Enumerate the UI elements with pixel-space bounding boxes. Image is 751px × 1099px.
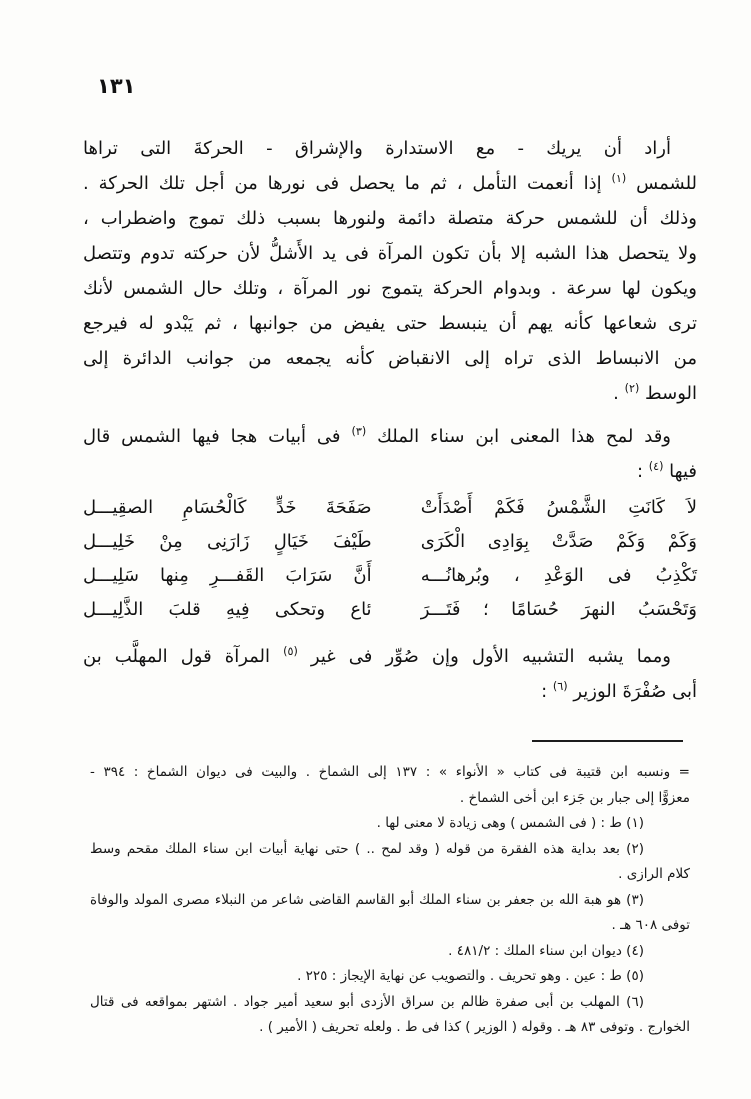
text-line: ويكون لها سرعة . وبدوام الحركة يتموج نور المرآة ، وتلك حال الشمس لأنك <box>83 278 697 299</box>
verse-line <box>83 491 697 525</box>
hemistich-right: تَكْذِبُ فى الوَعْدِ ، وبُرهانُـــه <box>420 565 697 586</box>
text-line: ترى شعاعها كأنه يهم أن ينبسط حتى يفيض من جوانبها ، ثم يَبْدو له فيرجع <box>83 313 697 334</box>
verse-line <box>83 525 697 559</box>
text-line: الوسط $^{(٢)}$ . <box>613 382 697 404</box>
paragraph-3 <box>83 639 697 709</box>
hemistich-left: ئاع وتحكى فِيهِ قلبَ الذَّلِيـــل <box>83 599 372 620</box>
main-text <box>83 131 697 709</box>
footnotes <box>90 760 690 1041</box>
paragraph-2 <box>83 419 697 489</box>
hemistich-right: لاَ كَانَتِ الشَّمْسُ فَكَمْ أَصْدَأَتْ <box>420 497 697 518</box>
verse-line <box>83 559 697 593</box>
hemistich-right: وَكَمْ وَكَمْ صَدَّتْ بِوَادِى الْكَرَى <box>420 531 697 552</box>
text-line: أراد أن يريك - مع الاستدارة والإشراق - الحركةَ التى تراها <box>83 138 671 159</box>
footnote-line: (٦) المهلب بن أبى صفرة ظالم بن سراق الأزدى أبو سعيد أمير جواد . اشتهر بمواقعه فى قتال <box>90 993 644 1010</box>
footnote-line: (٤) ديوان ابن سناء الملك : ٤٨١/٢ . <box>448 942 644 959</box>
text-line: وقد لمح هذا المعنى ابن سناء الملك $^{(٣)}$ فى أبيات هجا فيها الشمس قال <box>83 425 672 447</box>
paragraph-1 <box>83 131 697 411</box>
page-number: ١٣١ <box>97 74 136 98</box>
text-line: فيها $^{(٤)}$ : <box>636 460 697 482</box>
text-line: ومما يشبه التشبيه الأول وإن صُوِّر فى غير $^{(٥)}$ المرآة قول المهلَّب بن <box>83 645 671 667</box>
footnote-line: = ونسبه ابن قتيبة فى كتاب « الأنواء » : ١٣٧ إلى الشماخ . والبيت فى ديوان الشماخ : ٣٩٤ - <box>90 764 690 780</box>
text-line: من الانبساط الذى تراه إلى الانقباض كأنه يجمعه من جوانب الدائرة إلى <box>83 348 697 369</box>
footnote-separator <box>532 740 683 742</box>
footnote-line: معزوًّا إلى جبار بن جَزء ابن أخى الشماخ . <box>459 789 690 806</box>
footnote-line: كلام الرازى . <box>618 866 690 882</box>
footnote-line: الخوارج . وتوفى ٨٣ هـ . وقوله ( الوزير ) كذا فى ط . ولعله تحريف ( الأمير ) . <box>259 1019 690 1035</box>
hemistich-right: وَتَحْسَبُ النهرَ حُسَامًا ؛ فَتَـــرَ <box>420 599 697 620</box>
hemistich-left: أَنَّ سَرَابَ القَفـــرِ مِنها سَلِيـــل <box>83 565 372 586</box>
poem-block <box>83 491 697 627</box>
text-line: أبى صُفْرَةَ الوزير $^{(٦)}$ : <box>541 680 697 702</box>
verse-line <box>83 593 697 627</box>
footnote-line: (٣) هو هبة الله بن جعفر بن سناء الملك أبو القاسم القاضى شاعر من النبلاء مصرى المولد والوفاة <box>90 891 644 908</box>
footnote-line: توفى ٦٠٨ هـ . <box>611 917 690 933</box>
hemistich-left: صَفَحَةَ خَدٍّ كَالْحُسَامِ الصقِيـــل <box>83 497 372 518</box>
text-line: للشمس $^{(١)}$ إذا أنعمت التأمل ، ثم ما يحصل فى نورها من أجل تلك الحركة . <box>83 172 698 194</box>
footnote-line: (٥) ط : عين . وهو تحريف . والتصويب عن نهاية الإيجاز : ٢٢٥ . <box>297 968 644 984</box>
text-line: ولا يتحصل هذا الشبه إلا بأن تكون المرآة فى يد الأَشلُّ لأن حركته تدوم وتتصل <box>83 243 697 264</box>
footnote-line: (٢) بعد بداية هذه الفقرة من قوله ( وقد لمح .. ) حتى نهاية أبيات ابن سناء الملك مقحم وسط <box>90 840 644 857</box>
text-line: وذلك أن للشمس حركة متصلة دائمة ولنورها بسبب ذلك تموج واضطراب ، <box>83 208 697 229</box>
hemistich-left: طَيْفَ خَيَالٍ زَارَنِى مِنْ خَلِيـــل <box>83 531 372 552</box>
footnote-line: (١) ط : ( فى الشمس ) وهى زيادة لا معنى لها . <box>376 815 644 831</box>
